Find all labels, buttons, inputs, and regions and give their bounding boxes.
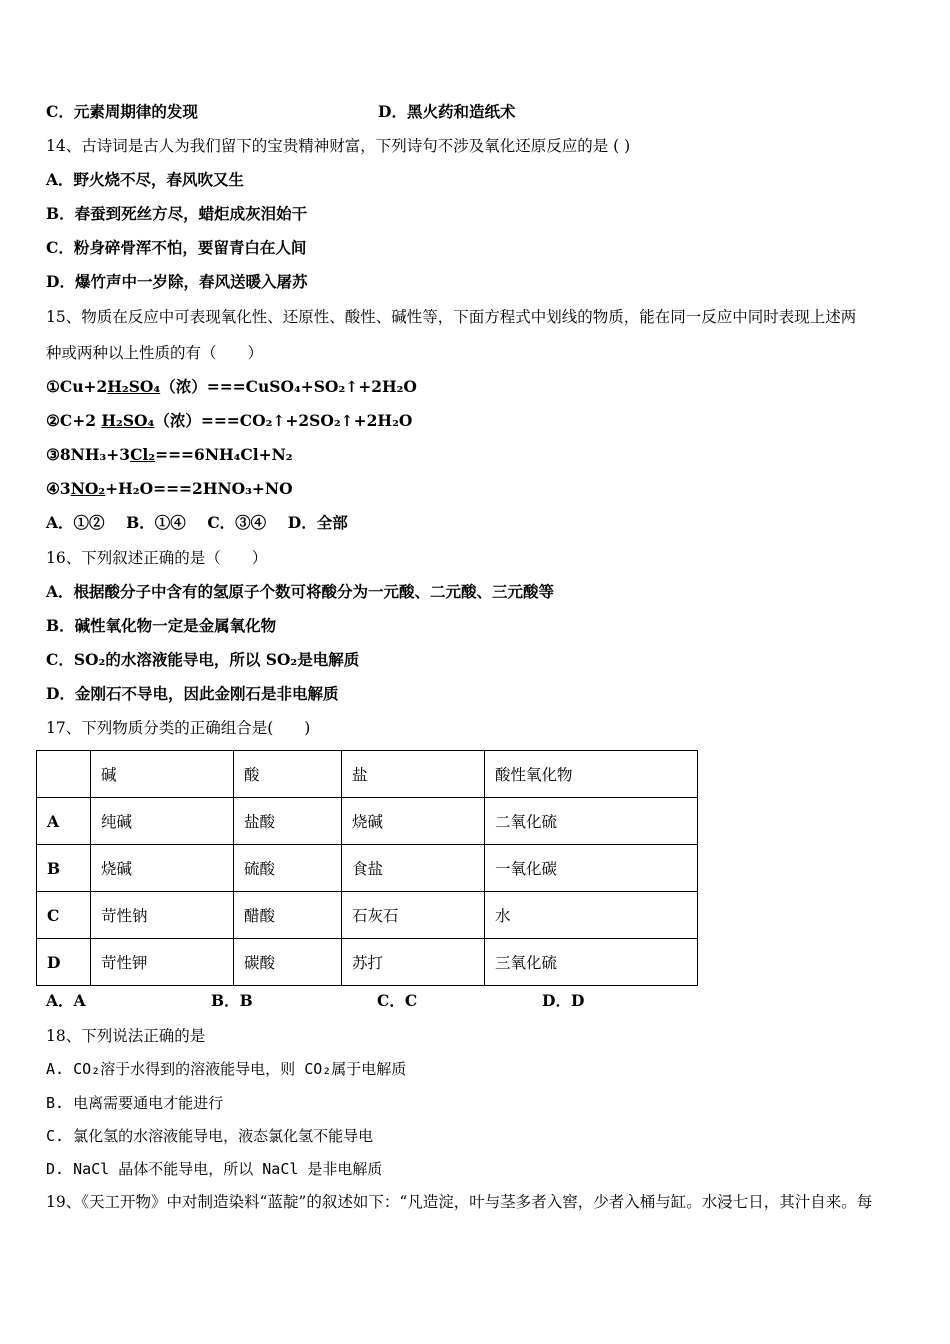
table-cell: A	[37, 798, 91, 845]
table-cell: 三氧化硫	[485, 939, 698, 986]
table-cell: 食盐	[342, 845, 485, 892]
q16-option-d: D．金刚石不导电，因此金刚石是非电解质	[46, 684, 339, 703]
q15-option-a: A．①②	[46, 513, 105, 532]
table-row	[37, 798, 698, 845]
table-row	[37, 892, 698, 939]
table-cell: 苛性钾	[91, 939, 234, 986]
q14-option-d: D．爆竹声中一岁除，春风送暖入屠苏	[46, 272, 308, 291]
table-cell: 二氧化硫	[485, 798, 698, 845]
q14-option-a: A．野火烧不尽，春风吹又生	[46, 170, 245, 189]
table-header-cell: 酸	[234, 751, 342, 798]
q15-options	[46, 513, 348, 533]
q15-equation-1: ①Cu+2H₂SO₄（浓）===CuSO₄+SO₂↑+2H₂O	[46, 377, 417, 396]
q18-stem: 18、下列说法正确的是	[46, 1027, 206, 1045]
q15-equation-2: ②C+2 H₂SO₄（浓）===CO₂↑+2SO₂↑+2H₂O	[46, 411, 413, 430]
q16-stem: 16、下列叙述正确的是（ ）	[46, 549, 268, 567]
table-cell: 烧碱	[91, 845, 234, 892]
table-header-cell	[37, 751, 91, 798]
q18-option-b: B. 电离需要通电才能进行	[46, 1094, 224, 1112]
table-row	[37, 939, 698, 986]
q15-option-b: B．①④	[126, 513, 186, 532]
table-header-cell: 酸性氧化物	[485, 751, 698, 798]
table-header-cell: 碱	[91, 751, 234, 798]
table-header-cell: 盐	[342, 751, 485, 798]
q16-option-c: C．SO₂的水溶液能导电，所以 SO₂是电解质	[46, 650, 360, 669]
table-cell: 盐酸	[234, 798, 342, 845]
q16-option-b: B．碱性氧化物一定是金属氧化物	[46, 616, 277, 635]
q17-option-b: B．B	[211, 991, 253, 1010]
table-cell: 苛性钠	[91, 892, 234, 939]
q14-option-c: C．粉身碎骨浑不怕，要留青白在人间	[46, 238, 307, 257]
table-cell: 硫酸	[234, 845, 342, 892]
table-cell: B	[37, 845, 91, 892]
table-cell: 水	[485, 892, 698, 939]
table-cell: 苏打	[342, 939, 485, 986]
table-header-row	[37, 751, 698, 798]
q18-option-c: C. 氯化氢的水溶液能导电，液态氯化氢不能导电	[46, 1127, 374, 1145]
table-cell: 醋酸	[234, 892, 342, 939]
table-row	[37, 845, 698, 892]
q15-stem-line1: 15、物质在反应中可表现氧化性、还原性、酸性、碱性等，下面方程式中划线的物质，能在同一反应中同时表现上述两	[46, 308, 857, 326]
q15-option-d: D．全部	[287, 513, 348, 532]
q18-option-d: D. NaCl 晶体不能导电，所以 NaCl 是非电解质	[46, 1160, 383, 1178]
table-cell: 烧碱	[342, 798, 485, 845]
table-cell: C	[37, 892, 91, 939]
q14-stem: 14、古诗词是古人为我们留下的宝贵精神财富，下列诗句不涉及氧化还原反应的是 ( )	[46, 137, 631, 155]
q16-option-a: A．根据酸分子中含有的氢原子个数可将酸分为一元酸、二元酸、三元酸等	[46, 582, 555, 601]
q19-stem: 19、《天工开物》中对制造染料“蓝靛”的叙述如下：“凡造淀，叶与茎多者入窖，少者入桶与缸。水浸七日，其汁自来。每	[46, 1193, 873, 1211]
classification-table	[36, 750, 698, 986]
q13-option-d: D．黑火药和造纸术	[378, 102, 516, 121]
q17-option-d: D．D	[542, 991, 585, 1010]
q17-option-c: C．C	[377, 991, 418, 1010]
q17-option-a: A．A	[46, 991, 86, 1010]
q15-equation-3: ③8NH₃+3Cl₂===6NH₄Cl+N₂	[46, 445, 293, 464]
table-cell: 石灰石	[342, 892, 485, 939]
q14-option-b: B．春蚕到死丝方尽，蜡炬成灰泪始干	[46, 204, 308, 223]
table-cell: 碳酸	[234, 939, 342, 986]
q15-equation-4: ④3NO₂+H₂O===2HNO₃+NO	[46, 479, 293, 498]
table-cell: 一氧化碳	[485, 845, 698, 892]
q15-option-c: C．③④	[207, 513, 267, 532]
q17-stem: 17、下列物质分类的正确组合是( )	[46, 719, 311, 737]
q13-option-c: C．元素周期律的发现	[46, 102, 198, 121]
q18-option-a: A. CO₂溶于水得到的溶液能导电，则 CO₂属于电解质	[46, 1060, 407, 1078]
table-cell: D	[37, 939, 91, 986]
q15-stem-line2: 种或两种以上性质的有（ ）	[46, 344, 264, 362]
table-cell: 纯碱	[91, 798, 234, 845]
